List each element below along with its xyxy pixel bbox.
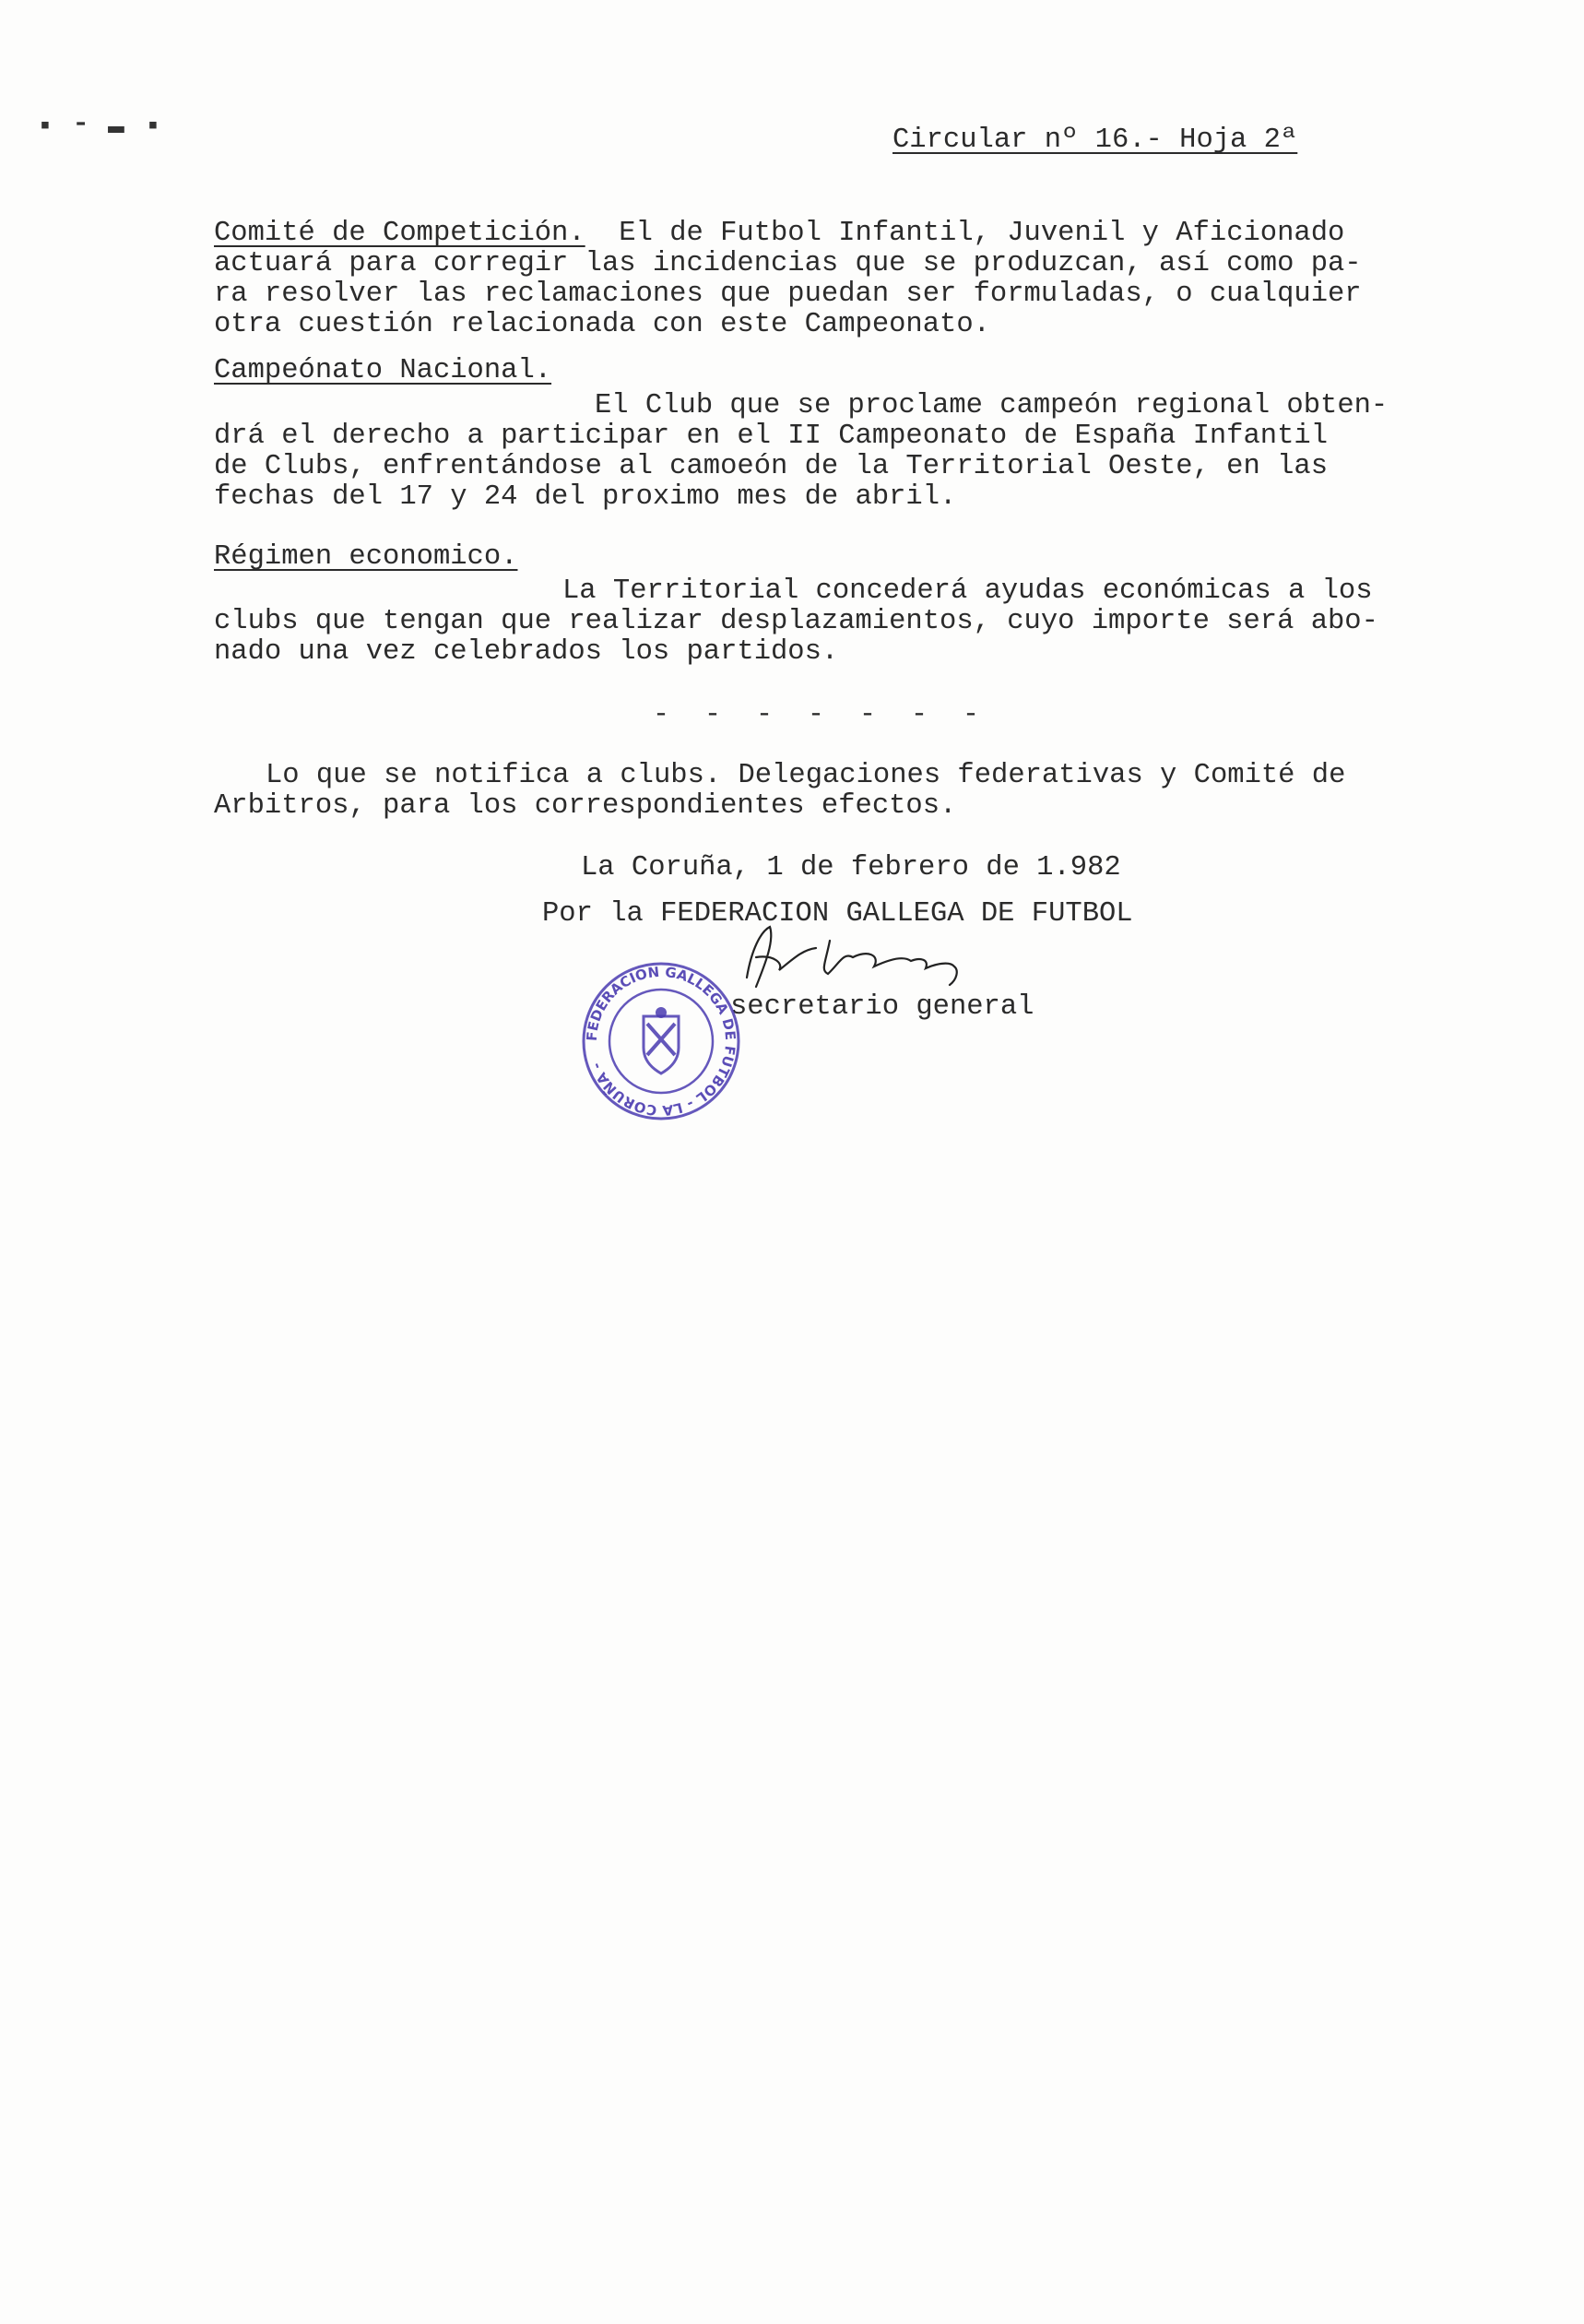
competicion-heading: Comité de Competición. [214,218,585,249]
competicion-line-3: ra resolver las reclamaciones que puedan ser formuladas, o cualquier [214,279,1362,310]
competicion-line-2: actuará para corregir las incidencias que se produzcan, así como pa- [214,248,1362,279]
competicion-line-4: otra cuestión relacionada con este Campeonato. [214,309,990,340]
federation-seal-stamp [579,959,743,1123]
nacional-line-2: drá el derecho a participar en el II Campeonato de España Infantil [214,421,1328,452]
nacional-line-3: de Clubs, enfrentándose al camoeón de la Territorial Oeste, en las [214,451,1328,482]
competicion-text: El de Futbol Infantil, Juvenil y Aficionado [619,218,1345,249]
margin-marks: ▪ ⁃ ▬ ▪ [37,112,164,143]
place-and-date: La Coruña, 1 de febrero de 1.982 [581,852,1121,883]
svg-text:FEDERACION GALLEGA DE FUTBOL -: FEDERACION GALLEGA DE FUTBOL - LA CORUÑA - [583,963,739,1120]
closing-line-2: Arbitros, para los correspondientes efectos. [214,790,957,822]
regimen-line-3: nado una vez celebrados los partidos. [214,636,839,668]
nacional-line-1: El Club que se proclame campeón regional obten- [595,390,1389,421]
competicion-paragraph-line-1 [214,219,1344,249]
regimen-line-2: clubs que tengan que realizar desplazamientos, cuyo importe será abo- [214,606,1378,637]
closing-line-1: Lo que se notifica a clubs. Delegaciones federativas y Comité de [266,760,1346,791]
regimen-heading: Régimen economico. [214,541,518,573]
nacional-line-4: fechas del 17 y 24 del proximo mes de abril. [214,481,957,513]
nacional-heading: Campeónato Nacional. [214,355,552,386]
circular-reference: Circular nº 16.- Hoja 2ª [892,125,1298,156]
regimen-line-1: La Territorial concederá ayudas económicas a los [562,575,1373,607]
signer-title: secretario general [730,991,1034,1023]
section-separator: - - - - - - - [653,699,989,730]
on-behalf-line: Por la FEDERACION GALLEGA DE FUTBOL [542,898,1133,930]
